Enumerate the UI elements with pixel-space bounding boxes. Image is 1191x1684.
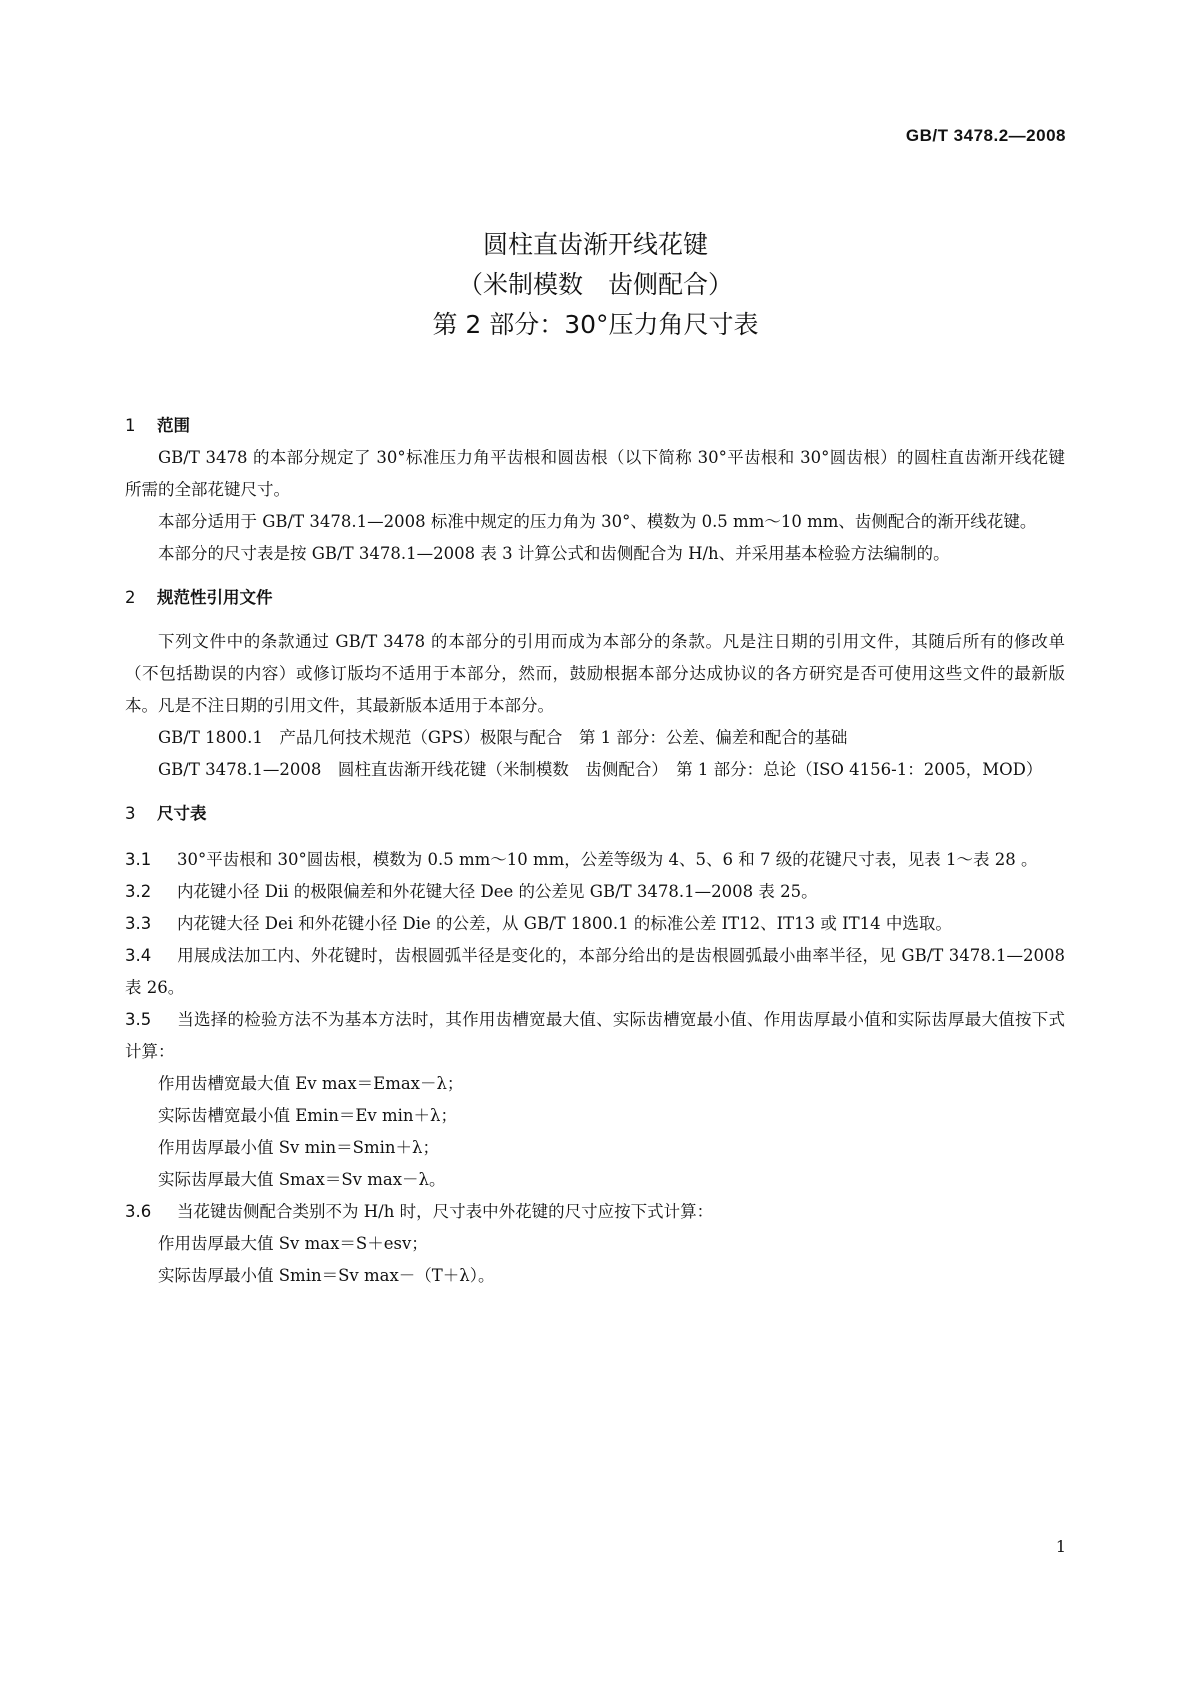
formula-line: 作用齿厚最小值 Sv min＝Smin＋λ； — [158, 1138, 439, 1157]
formula-line: 实际齿厚最大值 Smax＝Sv max－λ。 — [158, 1170, 446, 1189]
title-line-1: 圆柱直齿渐开线花键 — [482, 230, 708, 259]
clause-number: 3.4 — [125, 946, 152, 965]
clause-number: 3.1 — [125, 850, 152, 869]
section-number: 1 — [125, 416, 136, 435]
section-title: 范围 — [157, 416, 190, 435]
clause-number: 3.6 — [125, 1202, 152, 1221]
paragraph: GB/T 3478 的本部分规定了 30°标准压力角平齿根和圆齿根（以下简称 30°平齿根和 30°圆齿根）的圆柱直齿渐开线花键所需的全部花键尺寸。 — [125, 448, 1065, 499]
standard-code: GB/T 3478.2—2008 — [905, 126, 1066, 145]
clause-text: 内花键大径 Dei 和外花键小径 Die 的公差，从 GB/T 1800.1 的标准公差 IT12、IT13 或 IT14 中选取。 — [177, 914, 952, 933]
document-title — [0, 225, 1191, 345]
paragraph: 下列文件中的条款通过 GB/T 3478 的本部分的引用而成为本部分的条款。凡是注日期的引用文件，其随后所有的修改单（不包括勘误的内容）或修订版均不适用于本部分，然而，鼓励根据本部分达成协议的各方研究是否可使用这些文件的最新版本。凡是不注日期的引用文件，其最新版本适用于本部分。 — [125, 632, 1065, 715]
paragraph: 本部分适用于 GB/T 3478.1—2008 标准中规定的压力角为 30°、模数为 0.5 mm～10 mm、齿侧配合的渐开线花键。 — [158, 512, 1037, 531]
section-heading-dimension-tables — [125, 798, 1065, 830]
clause-text: 内花键小径 Dii 的极限偏差和外花键大径 Dee 的公差见 GB/T 3478.1—2008 表 25。 — [177, 882, 818, 901]
clause-3-4 — [125, 940, 1065, 1004]
clause-number: 3.2 — [125, 882, 152, 901]
section-heading-normative-references — [125, 582, 1065, 614]
title-line-2: （米制模数 齿侧配合） — [457, 270, 733, 299]
title-line-3: 第 2 部分：30°压力角尺寸表 — [432, 310, 759, 339]
clause-3-5 — [125, 1004, 1065, 1068]
section-number: 2 — [125, 588, 136, 607]
clause-number: 3.3 — [125, 914, 152, 933]
clause-text: 当花键齿侧配合类别不为 H/h 时，尺寸表中外花键的尺寸应按下式计算： — [177, 1202, 714, 1221]
section-title: 规范性引用文件 — [157, 588, 273, 607]
section-title: 尺寸表 — [157, 804, 207, 823]
reference-item: GB/T 1800.1 产品几何技术规范（GPS）极限与配合 第 1 部分：公差、偏差和配合的基础 — [158, 728, 848, 747]
clause-3-1 — [125, 844, 1065, 876]
clause-3-3 — [125, 908, 1065, 940]
clause-text: 30°平齿根和 30°圆齿根，模数为 0.5 mm～10 mm，公差等级为 4、5、6 和 7 级的花键尺寸表，见表 1～表 28 。 — [177, 850, 1038, 869]
clause-number: 3.5 — [125, 1010, 152, 1029]
formula-line: 作用齿槽宽最大值 Ev max＝Emax－λ； — [158, 1074, 464, 1093]
page-number: 1 — [1055, 1537, 1066, 1556]
clause-3-6 — [125, 1196, 1065, 1228]
clause-3-2 — [125, 876, 1065, 908]
clause-text: 用展成法加工内、外花键时，齿根圆弧半径是变化的，本部分给出的是齿根圆弧最小曲率半径，见 GB/T 3478.1—2008 表 26。 — [125, 946, 1065, 997]
formula-line: 作用齿厚最大值 Sv max＝S＋esv； — [158, 1234, 428, 1253]
paragraph: 本部分的尺寸表是按 GB/T 3478.1—2008 表 3 计算公式和齿侧配合为 H/h、并采用基本检验方法编制的。 — [158, 544, 950, 563]
formula-line: 实际齿槽宽最小值 Emin＝Ev min＋λ； — [158, 1106, 457, 1125]
clause-text: 当选择的检验方法不为基本方法时，其作用齿槽宽最大值、实际齿槽宽最小值、作用齿厚最小值和实际齿厚最大值按下式计算： — [125, 1010, 1065, 1061]
document-body — [125, 410, 1065, 1292]
formula-line: 实际齿厚最小值 Smin＝Sv max－（T＋λ）。 — [158, 1266, 495, 1285]
section-number: 3 — [125, 804, 136, 823]
section-heading-scope — [125, 410, 1065, 442]
reference-item: GB/T 3478.1—2008 圆柱直齿渐开线花键（米制模数 齿侧配合） 第 1 部分：总论（ISO 4156-1：2005，MOD） — [158, 760, 1043, 779]
